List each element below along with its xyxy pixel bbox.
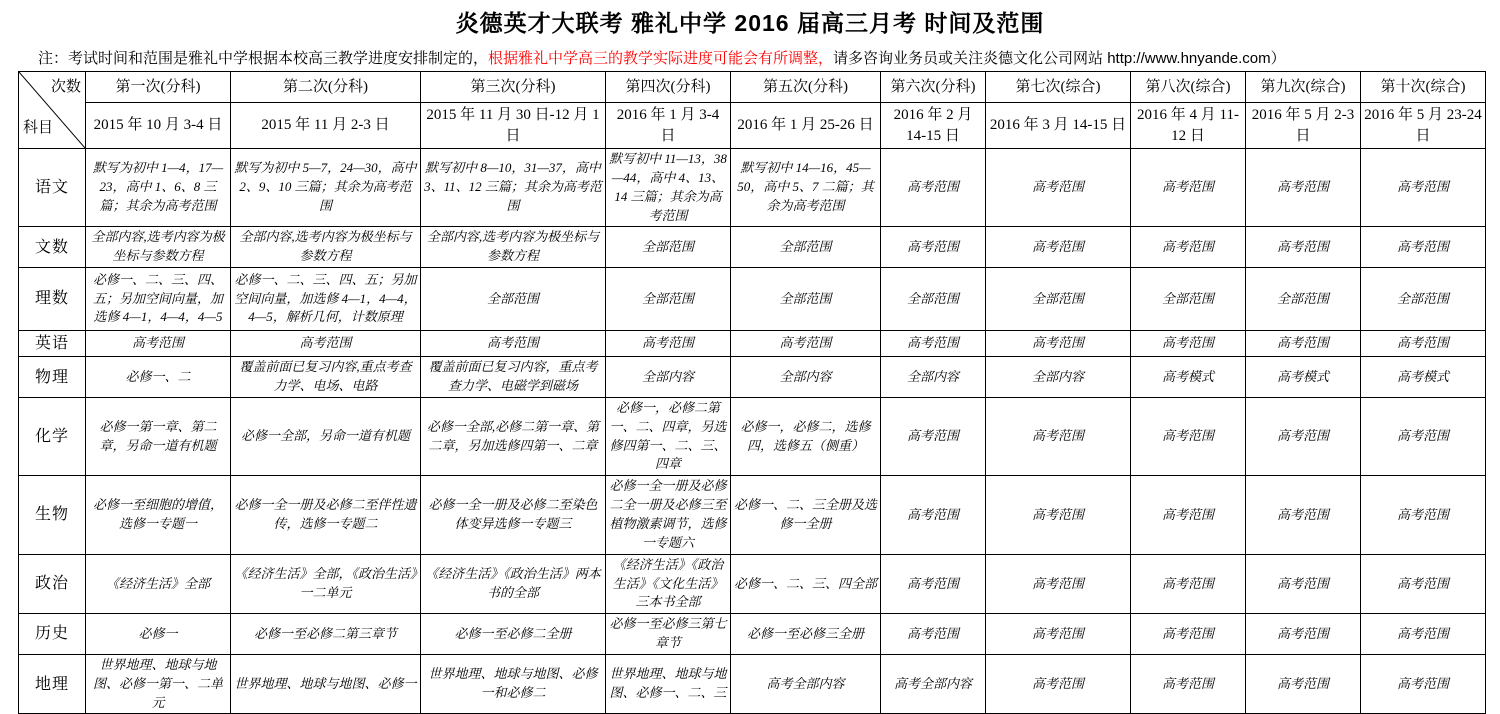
- scope-cell: 必修一至必修三第七章节: [606, 614, 731, 655]
- scope-cell: 高考范围: [1246, 554, 1361, 614]
- scope-cell: 高考范围: [986, 397, 1131, 475]
- scope-cell: 高考范围: [1131, 227, 1246, 268]
- subject-row-8: [19, 554, 1486, 614]
- scope-cell: 高考模式: [1246, 357, 1361, 398]
- scope-cell: 高考模式: [1361, 357, 1486, 398]
- subject-row-2: [19, 227, 1486, 268]
- scope-cell: 世界地理、地球与地图、必修一和必修二: [421, 654, 606, 714]
- scope-cell: 全部范围: [606, 268, 731, 331]
- scope-cell: 高考范围: [1361, 614, 1486, 655]
- scope-cell: 高考范围: [1131, 397, 1246, 475]
- scope-cell: 必修一全一册及必修二至染色体变异选修一专题三: [421, 476, 606, 554]
- scope-cell: 高考范围: [1131, 331, 1246, 357]
- subject-row-7: [19, 476, 1486, 554]
- scope-cell: 默写初中 8—10，31—37，高中 3、11、12 三篇；其余为高考范围: [421, 149, 606, 227]
- scope-cell: 高考范围: [881, 331, 986, 357]
- scope-cell: 高考范围: [881, 614, 986, 655]
- table-body: [19, 149, 1486, 714]
- session-header-6: 第六次(分科): [881, 72, 986, 103]
- subject-label: 物理: [19, 357, 86, 398]
- scope-cell: 全部内容: [606, 357, 731, 398]
- scope-cell: 全部范围: [881, 268, 986, 331]
- date-header-10: 2016 年 5 月 23-24 日: [1361, 103, 1486, 149]
- subject-label: 语文: [19, 149, 86, 227]
- scope-cell: 高考范围: [731, 331, 881, 357]
- scope-cell: 必修一、二、三、四、五；另加空间向量，加选修 4—1，4—4，4—5，解析几何，计数原理: [231, 268, 421, 331]
- scope-cell: 默写为初中 5—7，24—30，高中 2、9、10 三篇；其余为高考范围: [231, 149, 421, 227]
- note-text-1: 考试时间和范围是雅礼中学根据本校高三教学进度安排制定的，: [68, 50, 489, 67]
- date-header-2: 2015 年 11 月 2-3 日: [231, 103, 421, 149]
- date-header-3: 2015 年 11 月 30 日-12 月 1 日: [421, 103, 606, 149]
- subject-label: 生物: [19, 476, 86, 554]
- subject-row-3: [19, 268, 1486, 331]
- scope-cell: 高考范围: [1246, 476, 1361, 554]
- scope-cell: 高考范围: [1131, 614, 1246, 655]
- scope-cell: 覆盖前面已复习内容,重点考查力学、电场、电路: [231, 357, 421, 398]
- scope-cell: 必修一全部，另命一道有机题: [231, 397, 421, 475]
- scope-cell: 高考范围: [1361, 554, 1486, 614]
- scope-cell: 必修一、二、三、四、五；另加空间向量，加选修 4—1，4—4，4—5: [86, 268, 231, 331]
- subject-row-1: [19, 149, 1486, 227]
- scope-cell: 全部范围: [731, 268, 881, 331]
- scope-cell: 全部范围: [1131, 268, 1246, 331]
- scope-cell: 全部范围: [1361, 268, 1486, 331]
- scope-cell: 必修一: [86, 614, 231, 655]
- scope-cell: 全部内容: [731, 357, 881, 398]
- scope-cell: 必修一至必修二第三章节: [231, 614, 421, 655]
- date-header-8: 2016 年 4 月 11-12 日: [1131, 103, 1246, 149]
- scope-cell: 高考范围: [1131, 654, 1246, 714]
- scope-cell: 《经济生活》全部: [86, 554, 231, 614]
- scope-cell: 《经济生活》《政治生活》《文化生活》三本书全部: [606, 554, 731, 614]
- session-header-7: 第七次(综合): [986, 72, 1131, 103]
- scope-cell: 必修一全部,必修二第一章、第二章，另加选修四第一、二章: [421, 397, 606, 475]
- scope-cell: 全部范围: [731, 227, 881, 268]
- scope-cell: 必修一，必修二第一、二、四章，另选修四第一、二、三、四章: [606, 397, 731, 475]
- date-header-1: 2015 年 10 月 3-4 日: [86, 103, 231, 149]
- scope-cell: 默写初中 11—13，38—44，高中 4、13、14 三篇；其余为高考范围: [606, 149, 731, 227]
- scope-cell: 高考范围: [1246, 149, 1361, 227]
- scope-cell: 《经济生活》《政治生活》两本书的全部: [421, 554, 606, 614]
- scope-cell: 全部范围: [986, 268, 1131, 331]
- scope-cell: 高考范围: [1246, 397, 1361, 475]
- date-header-6: 2016 年 2 月 14-15 日: [881, 103, 986, 149]
- scope-cell: 高考范围: [606, 331, 731, 357]
- subject-label: 历史: [19, 614, 86, 655]
- scope-cell: 全部内容,选考内容为极坐标与参数方程: [86, 227, 231, 268]
- scope-cell: 高考范围: [881, 397, 986, 475]
- session-header-3: 第三次(分科): [421, 72, 606, 103]
- subject-label: 化学: [19, 397, 86, 475]
- scope-cell: 必修一，必修二，选修四，选修五（侧重）: [731, 397, 881, 475]
- corner-cell: [19, 72, 86, 149]
- scope-cell: 必修一全一册及必修二全一册及必修三至植物激素调节，选修一专题六: [606, 476, 731, 554]
- date-header-7: 2016 年 3 月 14-15 日: [986, 103, 1131, 149]
- scope-cell: 高考范围: [1131, 554, 1246, 614]
- header-row-date: [19, 103, 1486, 149]
- scope-cell: 高考范围: [986, 614, 1131, 655]
- scope-cell: 覆盖前面已复习内容，重点考查力学、电磁学到磁场: [421, 357, 606, 398]
- scope-cell: 高考范围: [1361, 654, 1486, 714]
- scope-cell: 高考范围: [986, 149, 1131, 227]
- exam-schedule-table: [18, 71, 1486, 714]
- scope-cell: 高考全部内容: [731, 654, 881, 714]
- subject-row-10: [19, 654, 1486, 714]
- scope-cell: 全部内容,选考内容为极坐标与参数方程: [421, 227, 606, 268]
- scope-cell: 高考范围: [881, 476, 986, 554]
- scope-cell: 高考范围: [986, 654, 1131, 714]
- scope-cell: 必修一、二、三全册及选修一全册: [731, 476, 881, 554]
- header-row-session: [19, 72, 1486, 103]
- scope-cell: 高考范围: [1131, 149, 1246, 227]
- scope-cell: 《经济生活》全部，《政治生活》一二单元: [231, 554, 421, 614]
- scope-cell: 高考范围: [1246, 654, 1361, 714]
- scope-cell: 高考范围: [881, 149, 986, 227]
- scope-cell: 全部内容: [986, 357, 1131, 398]
- scope-cell: 必修一、二、三、四全部: [731, 554, 881, 614]
- scope-cell: 全部内容: [881, 357, 986, 398]
- scope-cell: 高考范围: [421, 331, 606, 357]
- corner-label-session: 次数: [50, 79, 81, 95]
- scope-cell: 高考范围: [1246, 614, 1361, 655]
- scope-cell: 高考范围: [1361, 397, 1486, 475]
- scope-cell: 高考范围: [1361, 149, 1486, 227]
- session-header-2: 第二次(分科): [231, 72, 421, 103]
- scope-cell: 必修一第一章、第二章，另命一道有机题: [86, 397, 231, 475]
- session-header-5: 第五次(分科): [731, 72, 881, 103]
- scope-cell: 高考范围: [86, 331, 231, 357]
- scope-cell: 默写为初中 1—4，17—23，高中 1、6、8 三篇；其余为高考范围: [86, 149, 231, 227]
- subject-label: 英语: [19, 331, 86, 357]
- scope-cell: 高考范围: [1246, 331, 1361, 357]
- session-header-1: 第一次(分科): [86, 72, 231, 103]
- note-warning-text: 根据雅礼中学高三的教学实际进度可能会有所调整，: [488, 50, 834, 67]
- scope-cell: 高考范围: [986, 554, 1131, 614]
- scope-cell: 高考范围: [881, 554, 986, 614]
- scope-cell: 高考范围: [986, 331, 1131, 357]
- subject-row-4: [19, 331, 1486, 357]
- scope-cell: 必修一至必修三全册: [731, 614, 881, 655]
- scope-cell: 高考范围: [1361, 227, 1486, 268]
- scope-cell: 必修一至必修二全册: [421, 614, 606, 655]
- session-header-9: 第九次(综合): [1246, 72, 1361, 103]
- date-header-5: 2016 年 1 月 25-26 日: [731, 103, 881, 149]
- note-text-2: 请多咨询业务员或关注炎德文化公司网站 http://www.hnyande.com）: [833, 50, 1286, 67]
- session-header-10: 第十次(综合): [1361, 72, 1486, 103]
- scope-cell: 全部范围: [421, 268, 606, 331]
- scope-cell: 高考范围: [881, 227, 986, 268]
- scope-cell: 高考模式: [1131, 357, 1246, 398]
- scope-cell: 默写初中 14—16，45—50，高中 5、7 二篇；其余为高考范围: [731, 149, 881, 227]
- scope-cell: 高考范围: [1131, 476, 1246, 554]
- scope-cell: 高考范围: [1246, 227, 1361, 268]
- note-prefix: 注：: [38, 50, 69, 67]
- page-title: 炎德英才大联考 雅礼中学 2016 届高三月考 时间及范围: [455, 10, 1045, 36]
- scope-cell: 世界地理、地球与地图、必修一: [231, 654, 421, 714]
- scope-cell: 高考范围: [986, 476, 1131, 554]
- session-header-4: 第四次(分科): [606, 72, 731, 103]
- note-line: [38, 47, 1500, 68]
- scope-cell: 高考范围: [231, 331, 421, 357]
- scope-cell: 必修一、二: [86, 357, 231, 398]
- scope-cell: 高考范围: [986, 227, 1131, 268]
- scope-cell: 全部内容,选考内容为极坐标与参数方程: [231, 227, 421, 268]
- subject-label: 理数: [19, 268, 86, 331]
- scope-cell: 高考范围: [1361, 476, 1486, 554]
- scope-cell: 世界地理、地球与地图、必修一第一、二单元: [86, 654, 231, 714]
- date-header-9: 2016 年 5 月 2-3 日: [1246, 103, 1361, 149]
- session-header-8: 第八次(综合): [1131, 72, 1246, 103]
- scope-cell: 全部范围: [606, 227, 731, 268]
- scope-cell: 必修一至细胞的增值，选修一专题一: [86, 476, 231, 554]
- scope-cell: 高考范围: [1361, 331, 1486, 357]
- subject-label: 文数: [19, 227, 86, 268]
- scope-cell: 必修一全一册及必修二至伴性遗传，选修一专题二: [231, 476, 421, 554]
- subject-row-9: [19, 614, 1486, 655]
- scope-cell: 高考全部内容: [881, 654, 986, 714]
- scope-cell: 全部范围: [1246, 268, 1361, 331]
- date-header-4: 2016 年 1 月 3-4 日: [606, 103, 731, 149]
- subject-label: 政治: [19, 554, 86, 614]
- scope-cell: 世界地理、地球与地图、必修一、二、三: [606, 654, 731, 714]
- subject-label: 地理: [19, 654, 86, 714]
- subject-row-5: [19, 357, 1486, 398]
- corner-label-subject: 科目: [23, 119, 54, 136]
- subject-row-6: [19, 397, 1486, 475]
